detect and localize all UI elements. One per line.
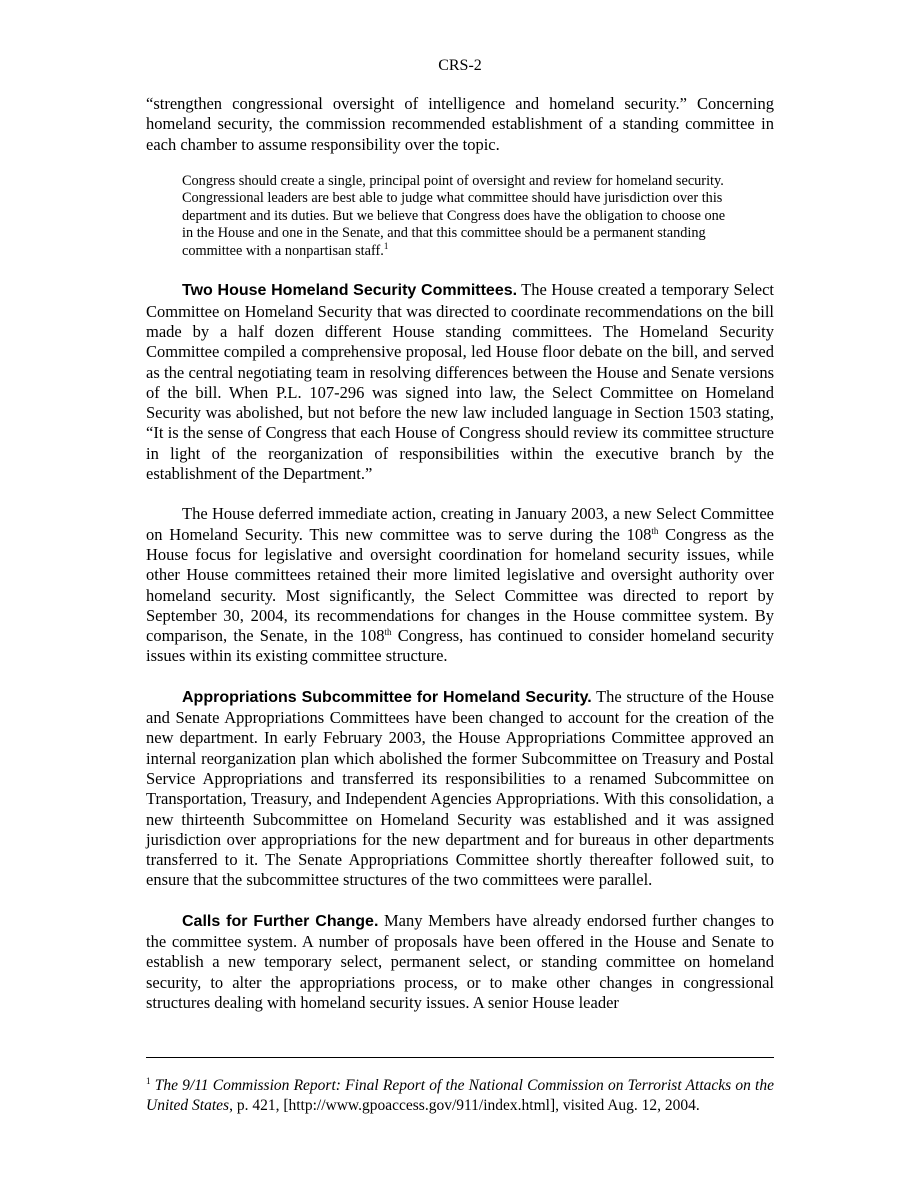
quote-text: Congress should create a single, principal point of oversight and review for homeland security. Congressional leaders are best able to judge what committee should have jurisdiction over this department and its duties. But we believe that Congress does have the obligation to choose one in the House and one in the Senate, and that this committee should be a permanent standing committee with a nonpartisan staff. [182, 172, 726, 259]
superscript: th [651, 525, 659, 536]
section-further-change [146, 911, 774, 1013]
section-text: Many Members have already endorsed further changes to the committee system. A number of proposals have been offered in the House and Senate to establish a new temporary select, permanent select, or standing committee on homeland security, to alter the appropriations process, or to make other changes in congressional structures dealing with homeland security issues. A senior House leader [146, 910, 775, 1012]
section-text: The House created a temporary Select Committee on Homeland Security that was directed to coordinate recommendations on the bill made by a half dozen different House standing committees. The Homeland Security Committee compiled a comprehensive proposal, led House floor debate on the bill, and served as the central negotiating team in resolving differences between the House and Senate versions of the bill. When P.L. 107-296 was signed into law, the Select Committee on Homeland Security was abolished, but not before the new law included language in Section 1503 stating, “It is the sense of Congress that each House of Congress should review its committee structure in light of the reorganization of responsibilities within the executive branch by the establishment of the Department.” [146, 280, 774, 484]
section-heading: Calls for Further Change. [182, 912, 379, 930]
block-quote [182, 173, 738, 261]
paragraph-house-deferred [146, 504, 774, 666]
footnote-citation[interactable]: , p. 421, [http://www.gpoaccess.gov/911/index.html], visited Aug. 12, 2004. [229, 1097, 700, 1114]
paragraph-text: Congress, has continued to consider homeland security issues within its existing committee structure. [146, 626, 774, 666]
document-body [146, 94, 774, 1013]
section-appropriations [146, 687, 774, 891]
footnote-mark: 1 [146, 1076, 151, 1086]
intro-paragraph: “strengthen congressional oversight of intelligence and homeland security.” Concerning homeland security, the commission recommended establishment of a standing committee in each chamber to assume responsibility over the topic. [146, 94, 774, 154]
footnote-reference[interactable]: 1 [383, 240, 389, 251]
footnote-divider [146, 1057, 774, 1058]
page-number: CRS-2 [438, 57, 482, 74]
paragraph-text: The House deferred immediate action, creating in January 2003, a new Select Committee on Homeland Security. This new committee was to serve during the 108 [146, 504, 774, 544]
section-text: The structure of the House and Senate Appropriations Committees have been changed to account for the creation of the new department. In early February 2003, the House Appropriations Committee approved an internal reorganization plan which abolished the former Subcommittee on Treasury and Postal Service Appropriations and transferred its responsibilities to a renamed Subcommittee on Transportation, Treasury, and Independent Agencies Appropriations. With this consolidation, a new thirteenth Subcommittee on Homeland Security was established and it was assigned jurisdiction over appropriations for the new department and for bureaus in other departments transferred to it. The Senate Appropriations Committee shortly thereafter followed suit, to ensure that the subcommittee structures of the two committees were parallel. [146, 686, 774, 890]
section-two-house-committees [146, 280, 774, 484]
superscript: th [384, 627, 392, 638]
paragraph-text: Congress as the House focus for legislative and oversight coordination for homeland security issues, while other House committees retained their more limited legislative and oversight authority over homeland security. Most significantly, the Select Committee was directed to report by September 30, 2004, its recommendations for changes in the House committee system. By comparison, the Senate, in the 108 [146, 524, 775, 646]
section-heading: Two House Homeland Security Committees. [182, 282, 518, 300]
section-heading: Appropriations Subcommittee for Homeland Security. [182, 688, 592, 706]
footnote-title: The 9/11 Commission Report: Final Report of the National Commission on Terrorist Attacks on the United States [146, 1077, 774, 1114]
footnote [146, 1076, 774, 1116]
